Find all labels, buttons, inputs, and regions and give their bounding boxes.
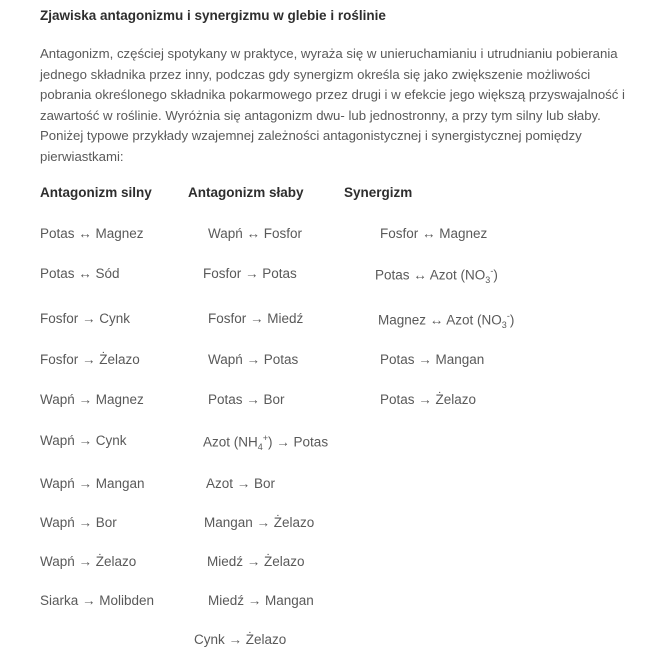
weak-item: Fosfor → Potas — [203, 266, 297, 281]
weak-item: Potas → Bor — [208, 392, 285, 407]
synergy-item: Potas → Mangan — [380, 352, 485, 367]
strong-item: Wapń → Mangan — [40, 476, 145, 491]
header-synergy: Synergizm — [344, 185, 413, 200]
header-strong-antagonism: Antagonizm silny — [40, 185, 152, 200]
weak-item: Fosfor → Miedź — [208, 311, 304, 326]
header-weak-antagonism: Antagonizm słaby — [188, 185, 304, 200]
strong-item: Wapń → Magnez — [40, 392, 144, 407]
strong-item: Wapń → Bor — [40, 515, 117, 530]
strong-item: Fosfor → Cynk — [40, 311, 131, 326]
weak-item: Wapń → Potas — [208, 352, 299, 367]
strong-item: Wapń → Żelazo — [40, 554, 137, 569]
weak-item: Miedź → Mangan — [208, 593, 314, 608]
strong-item: Fosfor → Żelazo — [40, 352, 140, 367]
weak-item: Wapń ↔ Fosfor — [208, 226, 303, 241]
weak-item: Miedź → Żelazo — [207, 554, 305, 569]
strong-item: Wapń → Cynk — [40, 433, 127, 448]
strong-item: Potas ↔ Sód — [40, 266, 120, 281]
page-title: Zjawiska antagonizmu i synergizmu w glebie i roślinie — [40, 8, 386, 23]
strong-item: Siarka → Molibden — [40, 593, 155, 608]
synergy-item: Magnez ↔ Azot $(NO_3^-)$ — [378, 311, 515, 331]
weak-item: Mangan → Żelazo — [204, 515, 315, 530]
weak-item: Azot → Bor — [206, 476, 276, 491]
intro-paragraph: Antagonizm, częściej spotykany w praktyce, wyraża się w unieruchamianiu i utrudnianiu pobierania jednego składnika przez inny, podczas gdy synergizm określa się jako zwiększenie możliwości pobrania określonego składnika pokarmowego przez drugi i w efekcie jego większą przyswajalność i zawartość w roślinie. Wyróżnia się antagonizm dwu- lub jednostronny, a przy tym silny lub słaby. Poniżej typowe przykłady wzajemnej zależności antagonistycznej i synergistycznej pomiędzy pierwiastkami: — [40, 46, 625, 164]
weak-item: Cynk → Żelazo — [194, 632, 287, 647]
strong-item: Potas ↔ Magnez — [40, 226, 144, 241]
weak-item: Azot $(NH_4^+)$ → Potas — [203, 433, 329, 453]
synergy-item: Potas → Żelazo — [380, 392, 477, 407]
synergy-item: Potas ↔ Azot $(NO_3^-)$ — [375, 266, 498, 286]
synergy-item: Fosfor ↔ Magnez — [380, 226, 488, 241]
